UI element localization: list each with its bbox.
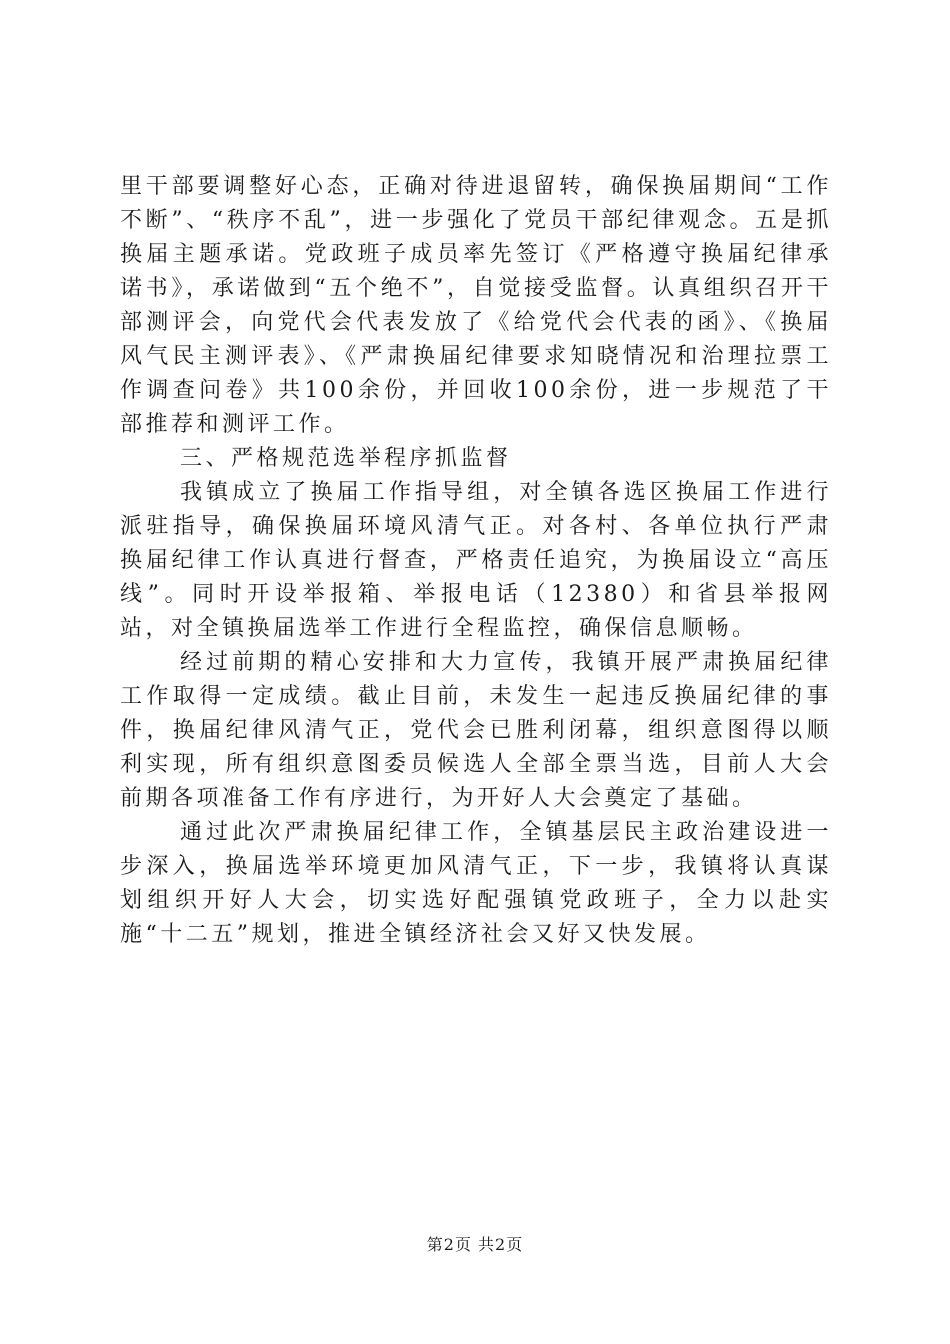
paragraph-continuation: 里干部要调整好心态，正确对待进退留转，确保换届期间“工作不断”、“秩序不乱”，进一步强化了党员干部纪律观念。五是抓换届主题承诺。党政班子成员率先签订《严格遵守换届纪律承诺书》，承诺做到“五个绝不”，自觉接受监督。认真组织召开干部测评会，向党代会代表发放了《给党代会代表的函》、《换届风气民主测评表》、《严肃换届纪律要求知晓情况和治理拉票工作调查问卷》共100余份，并回收100余份，进一步规范了干部推荐和测评工作。 [120, 174, 832, 437]
section-heading-3: 三、严格规范选举程序抓监督 [180, 446, 512, 471]
page-number-footer: 第2页 共2页 [426, 1235, 524, 1254]
paragraph-supervision: 我镇成立了换届工作指导组，对全镇各选区换届工作进行派驻指导，确保换届环境风清气正。对各村、各单位执行严肃换届纪律工作认真进行督查，严格责任追究，为换届设立“高压线”。同时开设举报箱、举报电话（12380）和省县举报网站，对全镇换届选举工作进行全程监控，确保信息顺畅。 [120, 480, 832, 641]
paragraph-results: 经过前期的精心安排和大力宣传，我镇开展严肃换届纪律工作取得一定成绩。截止目前，未发生一起违反换届纪律的事件，换届纪律风清气正，党代会已胜利闭幕，组织意图得以顺利实现，所有组织意图委员候选人全部全票当选，目前人大会前期各项准备工作有序进行，为开好人大会奠定了基础。 [120, 650, 832, 811]
document-body [120, 170, 832, 952]
paragraph-conclusion: 通过此次严肃换届纪律工作，全镇基层民主政治建设进一步深入，换届选举环境更加风清气正，下一步，我镇将认真谋划组织开好人大会，切实选好配强镇党政班子，全力以赴实施“十二五”规划，推进全镇经济社会又好又快发展。 [120, 820, 832, 947]
